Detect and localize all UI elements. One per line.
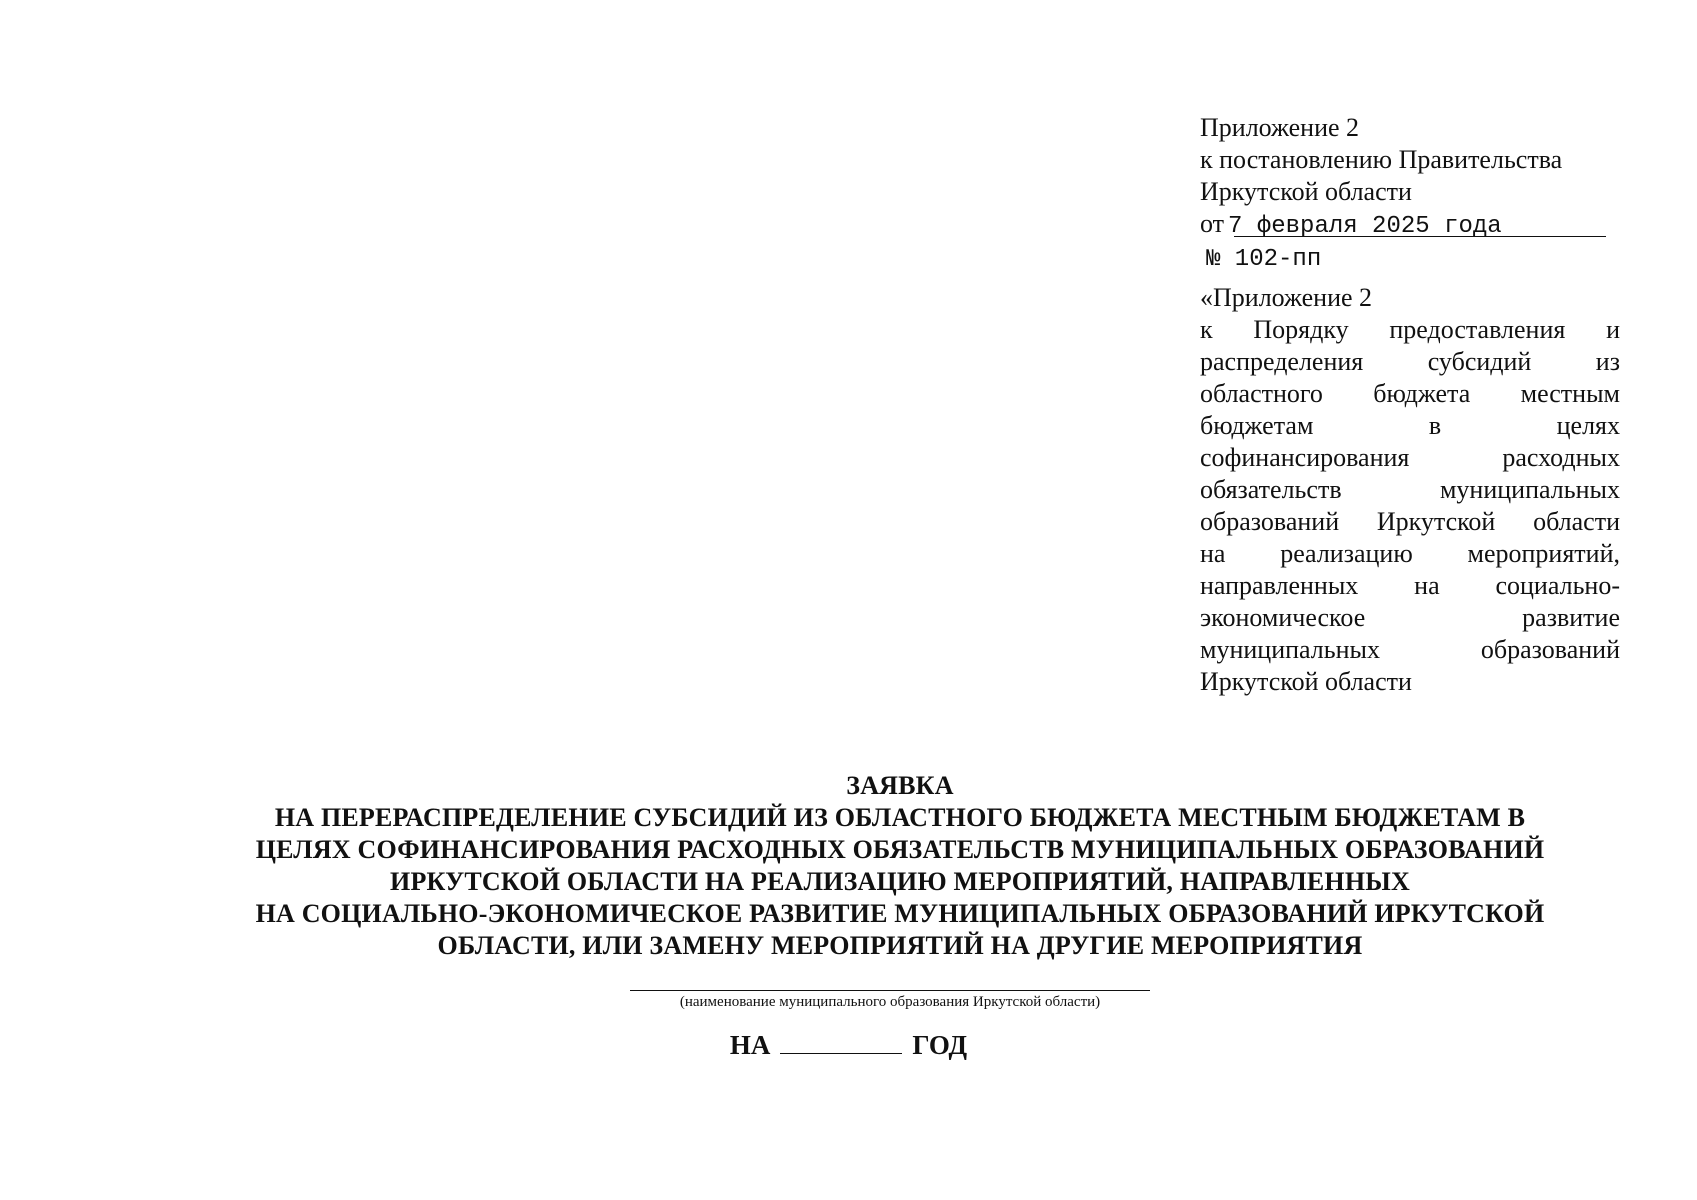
title-line: ИРКУТСКОЙ ОБЛАСТИ НА РЕАЛИЗАЦИЮ МЕРОПРИЯТИЙ, НАПРАВЛЕННЫХ bbox=[390, 867, 1410, 896]
procedure-line: Иркутской области bbox=[1200, 667, 1412, 696]
procedure-line: на реализацию мероприятий, bbox=[1200, 539, 1620, 568]
date-underline bbox=[1234, 236, 1606, 237]
annex-block bbox=[1200, 112, 1620, 698]
procedure-line: бюджетам в целях bbox=[1200, 411, 1620, 440]
year-prefix: НА bbox=[729, 1030, 771, 1060]
number-value: № 102-пп bbox=[1206, 246, 1322, 273]
procedure-line: направленных на социально- bbox=[1200, 571, 1620, 600]
annex-date-row bbox=[1200, 208, 1620, 240]
title-line: НА ПЕРЕРАСПРЕДЕЛЕНИЕ СУБСИДИЙ ИЗ ОБЛАСТНОГО БЮДЖЕТА МЕСТНЫМ БЮДЖЕТАМ В bbox=[274, 803, 1526, 832]
year-suffix: ГОД bbox=[912, 1030, 968, 1060]
annex-header-line: Иркутской области bbox=[1200, 177, 1412, 206]
date-value: 7 февраля 2025 года bbox=[1228, 213, 1502, 240]
annex-header-line: Приложение 2 bbox=[1200, 113, 1360, 142]
procedure-line: образований Иркутской области bbox=[1200, 507, 1620, 536]
application-title bbox=[100, 770, 1697, 962]
procedure-line: распределения субсидий из bbox=[1200, 347, 1620, 376]
year-row bbox=[0, 1028, 1697, 1062]
title-line: ЗАЯВКА bbox=[846, 771, 954, 800]
procedure-line: экономическое развитие bbox=[1200, 603, 1620, 632]
municipality-name-field bbox=[620, 990, 1160, 1012]
date-prefix: от bbox=[1200, 209, 1225, 238]
title-line: ОБЛАСТИ, ИЛИ ЗАМЕНУ МЕРОПРИЯТИЙ НА ДРУГИЕ МЕРОПРИЯТИЯ bbox=[437, 931, 1363, 960]
annex-number-row bbox=[1200, 241, 1620, 276]
procedure-line: обязательств муниципальных bbox=[1200, 475, 1620, 504]
annex-header-line: к постановлению Правительства bbox=[1200, 145, 1563, 174]
procedure-line: муниципальных образований bbox=[1200, 635, 1620, 664]
procedure-line: софинансирования расходных bbox=[1200, 443, 1620, 472]
title-line: ЦЕЛЯХ СОФИНАНСИРОВАНИЯ РАСХОДНЫХ ОБЯЗАТЕЛЬСТВ МУНИЦИПАЛЬНЫХ ОБРАЗОВАНИЙ bbox=[255, 835, 1545, 864]
annex-sub-title: «Приложение 2 bbox=[1200, 283, 1373, 312]
year-blank bbox=[780, 1031, 902, 1054]
procedure-line: областного бюджета местным bbox=[1200, 379, 1620, 408]
title-line: НА СОЦИАЛЬНО-ЭКОНОМИЧЕСКОЕ РАЗВИТИЕ МУНИЦИПАЛЬНЫХ ОБРАЗОВАНИЙ ИРКУТСКОЙ bbox=[255, 899, 1545, 928]
procedure-line: к Порядку предоставления и bbox=[1200, 315, 1620, 344]
municipality-name-caption: (наименование муниципального образования Иркутской области) bbox=[679, 994, 1101, 1010]
municipality-name-underline bbox=[630, 990, 1150, 991]
